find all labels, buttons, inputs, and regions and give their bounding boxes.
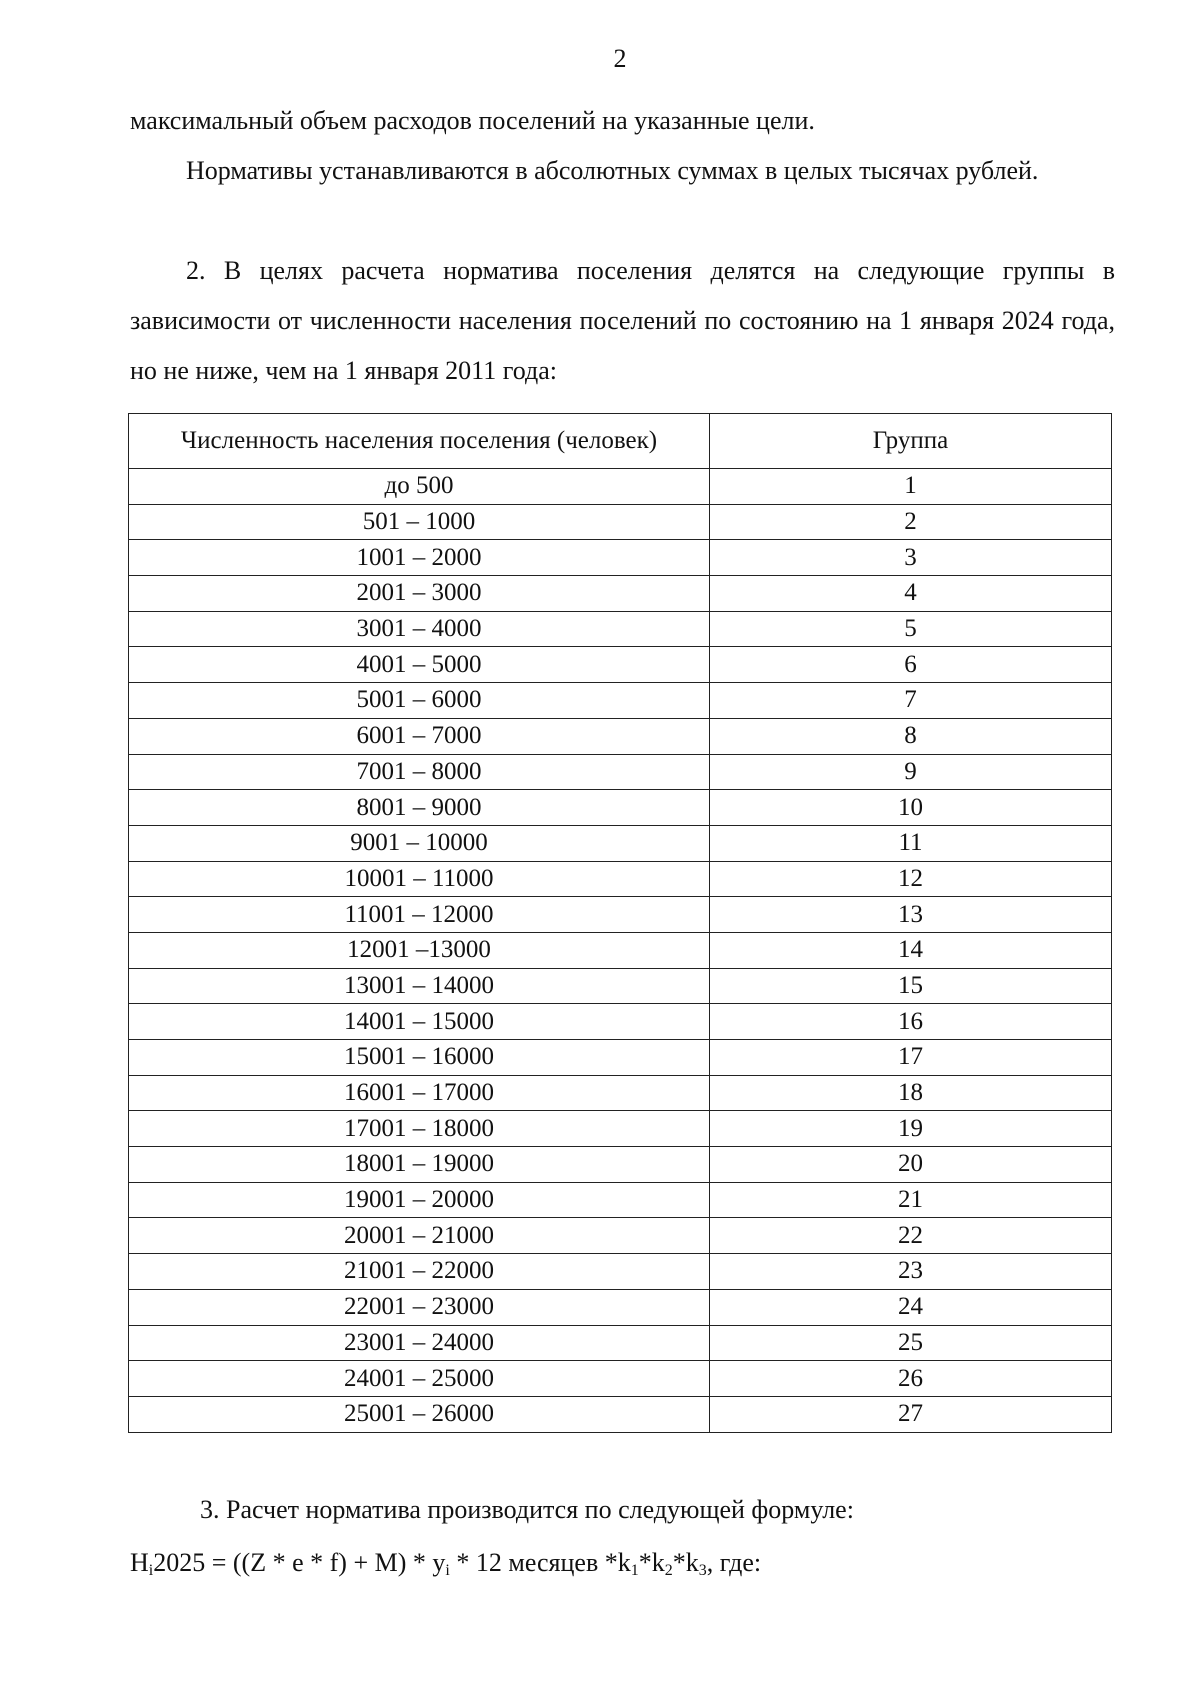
population-groups-table [128,413,1112,1433]
table-row [129,1325,1112,1361]
population-range-cell: 2001 – 3000 [129,576,710,612]
population-range-cell: 501 – 1000 [129,504,710,540]
table-row [129,469,1112,505]
formula-sub-i: i [148,1562,154,1579]
population-range-cell: 19001 – 20000 [129,1182,710,1218]
group-number-cell: 11 [710,825,1112,861]
population-range-cell: 23001 – 24000 [129,1325,710,1361]
group-number-cell: 25 [710,1325,1112,1361]
formula [130,1538,1115,1588]
paragraph-groups-intro: 2. В целях расчета норматива поселения делятся на следующие группы в зависимости от численности населения поселений по состоянию на 1 января 2024 года, но не ниже, чем на 1 января 2011 года: [130,256,1115,385]
table-row [129,576,1112,612]
population-range-cell: 21001 – 22000 [129,1254,710,1290]
table-row [129,611,1112,647]
population-range-cell: 11001 – 12000 [129,897,710,933]
table-row [129,861,1112,897]
table-row [129,932,1112,968]
formula-sub-1: 1 [630,1562,639,1579]
population-range-cell: 18001 – 19000 [129,1147,710,1183]
population-range-cell: 16001 – 17000 [129,1075,710,1111]
population-range-cell: до 500 [129,469,710,505]
population-range-cell: 20001 – 21000 [129,1218,710,1254]
formula-sub-2: 2 [664,1562,673,1579]
population-range-cell: 6001 – 7000 [129,718,710,754]
population-range-cell: 3001 – 4000 [129,611,710,647]
table-row [129,897,1112,933]
paragraph-formula-intro: 3. Расчет норматива производится по следующей формуле: [200,1495,854,1524]
table-header-row [129,414,1112,469]
population-range-cell: 15001 – 16000 [129,1040,710,1076]
formula-k2: *k [638,1548,665,1577]
group-number-cell: 10 [710,790,1112,826]
group-number-cell: 24 [710,1289,1112,1325]
group-number-cell: 15 [710,968,1112,1004]
paragraph-expenses: максимальный объем расходов поселений на указанные цели. [130,106,815,135]
formula-k3: *k [672,1548,699,1577]
column-header-group: Группа [710,414,1112,469]
page-number: 2 [613,44,627,73]
population-range-cell: 7001 – 8000 [129,754,710,790]
group-number-cell: 27 [710,1396,1112,1432]
table-row [129,1218,1112,1254]
table-row [129,1040,1112,1076]
population-range-cell: 22001 – 23000 [129,1289,710,1325]
table-row [129,1361,1112,1397]
group-number-cell: 7 [710,683,1112,719]
formula-sub-i: i [445,1562,450,1579]
table-row [129,1182,1112,1218]
table-row [129,1289,1112,1325]
group-number-cell: 20 [710,1147,1112,1183]
population-range-cell: 1001 – 2000 [129,540,710,576]
table-row [129,683,1112,719]
group-number-cell: 14 [710,932,1112,968]
group-number-cell: 26 [710,1361,1112,1397]
formula-part1: 2025 = ((Z * e * f) + M) * y [153,1548,446,1577]
formula-h: H [130,1548,149,1577]
table-row [129,754,1112,790]
group-number-cell: 16 [710,1004,1112,1040]
table-row [129,718,1112,754]
group-number-cell: 4 [710,576,1112,612]
formula-part2: * 12 месяцев *k [449,1548,631,1577]
group-number-cell: 12 [710,861,1112,897]
group-number-cell: 8 [710,718,1112,754]
table-row [129,647,1112,683]
paragraph-norms: Нормативы устанавливаются в абсолютных суммах в целых тысячах рублей. [186,156,1039,185]
group-number-cell: 6 [710,647,1112,683]
population-range-cell: 5001 – 6000 [129,683,710,719]
group-number-cell: 3 [710,540,1112,576]
group-number-cell: 23 [710,1254,1112,1290]
population-range-cell: 17001 – 18000 [129,1111,710,1147]
table-row [129,790,1112,826]
table-row [129,504,1112,540]
population-range-cell: 12001 –13000 [129,932,710,968]
table-row [129,968,1112,1004]
group-number-cell: 19 [710,1111,1112,1147]
table-row [129,825,1112,861]
population-range-cell: 10001 – 11000 [129,861,710,897]
population-range-cell: 4001 – 5000 [129,647,710,683]
group-number-cell: 17 [710,1040,1112,1076]
table-row [129,1111,1112,1147]
table-row [129,1075,1112,1111]
group-number-cell: 22 [710,1218,1112,1254]
table-row [129,1254,1112,1290]
table-row [129,1004,1112,1040]
group-number-cell: 21 [710,1182,1112,1218]
group-number-cell: 5 [710,611,1112,647]
table-body [129,469,1112,1433]
group-number-cell: 18 [710,1075,1112,1111]
population-range-cell: 25001 – 26000 [129,1396,710,1432]
group-number-cell: 1 [710,469,1112,505]
population-range-cell: 9001 – 10000 [129,825,710,861]
group-number-cell: 9 [710,754,1112,790]
population-range-cell: 8001 – 9000 [129,790,710,826]
table-row [129,1396,1112,1432]
table-row [129,1147,1112,1183]
group-number-cell: 13 [710,897,1112,933]
population-range-cell: 13001 – 14000 [129,968,710,1004]
table-row [129,540,1112,576]
group-number-cell: 2 [710,504,1112,540]
formula-sub-3: 3 [698,1562,707,1579]
column-header-population: Численность населения поселения (человек) [129,414,710,469]
population-range-cell: 24001 – 25000 [129,1361,710,1397]
population-range-cell: 14001 – 15000 [129,1004,710,1040]
formula-tail: , где: [706,1548,762,1577]
